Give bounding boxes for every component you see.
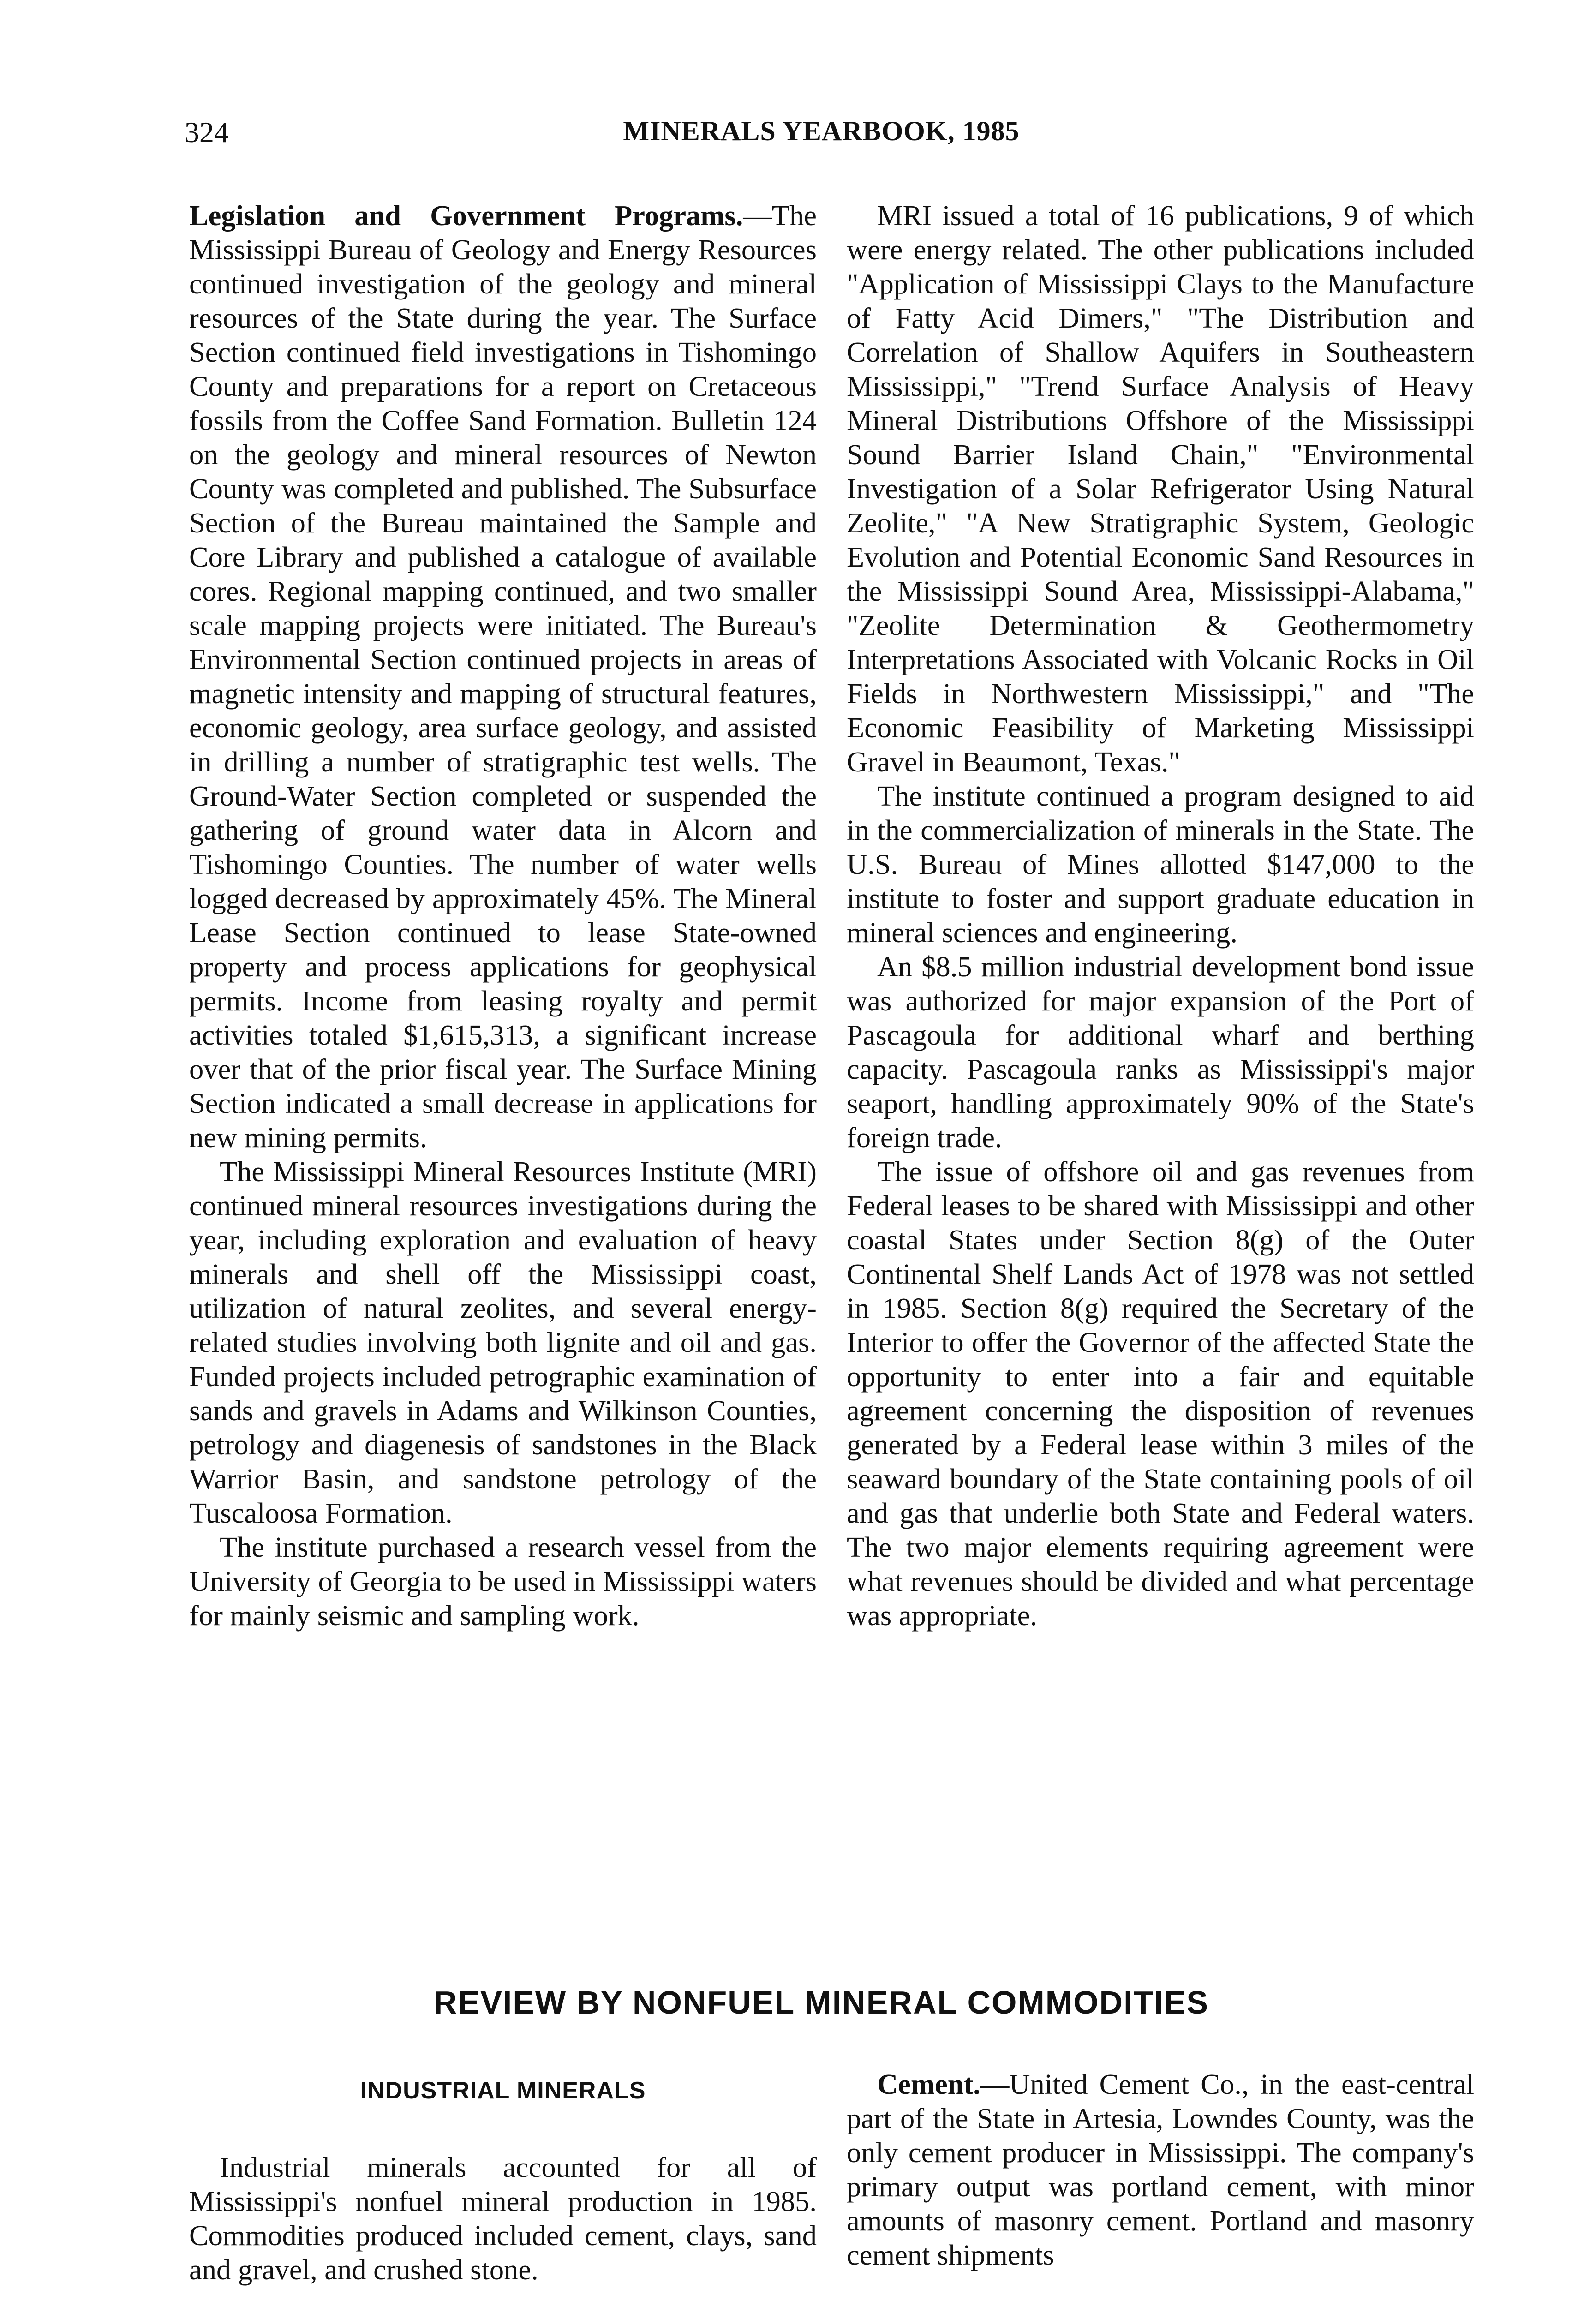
top-right-column xyxy=(847,198,1474,1632)
cement-paragraph xyxy=(847,2067,1474,2272)
industrial-minerals-paragraph: Industrial minerals accounted for all of Mississippi's nonfuel mineral production in 1985. Commodities produced included cement, clays, sand and gravel, and crushed stone. xyxy=(189,2151,817,2286)
legislation-paragraph xyxy=(189,198,817,1154)
cement-side-head: Cement. xyxy=(877,2068,980,2100)
mri-paragraph: The Mississippi Mineral Resources Institute (MRI) continued mineral resources investigations during the year, including exploration and evaluation of heavy minerals and shell off the Mississippi coast, utilization of natural zeolites, and several energy-related studies involving both lignite and oil and gas. Funded projects included petrographic examination of sands and gravels in Adams and Wilkinson Counties, petrology and diagenesis of sandstones in the Black Warrior Basin, and sandstone petrology of the Tuscaloosa Formation. xyxy=(189,1155,817,1529)
legislation-text: —The Mississippi Bureau of Geology and Energy Resources continued investigation of the geology and mineral resources of the State during the year. The Surface Section continued field investigations in Tishomingo County and preparations for a report on Cretaceous fossils from the Coffee Sand Formation. Bulletin 124 on the geology and mineral resources of Newton County was completed and published. The Subsurface Section of the Bureau maintained the Sample and Core Library and published a catalogue of available cores. Regional mapping continued, and two smaller scale mapping projects were initiated. The Bureau's Environmental Section continued projects in areas of magnetic intensity and mapping of structural features, economic geology, area surface geology, and assisted in drilling a number of stratigraphic test wells. The Ground-Water Section completed or suspended the gathering of ground water data in Alcorn and Tishomingo Counties. The number of water wells logged decreased by approximately 45%. The Mineral Lease Section continued to lease State-owned property and process applications for geophysical permits. Income from leasing royalty and permit activities totaled $1,615,313, a significant increase over that of the prior fiscal year. The Surface Mining Section indicated a small decrease in applications for new mining permits. xyxy=(189,199,817,1154)
bond-paragraph: An $8.5 million industrial development bond issue was authorized for major expansion of the Port of Pascagoula for additional wharf and berthing capacity. Pascagoula ranks as Mississippi's major seaport, handling approximately 90% of the State's foreign trade. xyxy=(847,950,1474,1154)
vessel-paragraph: The institute purchased a research vessel from the University of Georgia to be used in Mississippi waters for mainly seismic and sampling work. xyxy=(189,1531,817,1632)
bottom-left-column xyxy=(189,2067,817,2287)
legislation-side-head: Legislation and Government Programs. xyxy=(189,199,743,232)
bottom-right-column xyxy=(847,2067,1474,2272)
publications-paragraph: MRI issued a total of 16 publications, 9 of which were energy related. The other publications included "Application of Mississippi Clays to the Manufacture of Fatty Acid Dimers," "The Distribution and Correlation of Shallow Aquifers in Southeastern Mississippi," "Trend Surface Analysis of Heavy Mineral Distributions Offshore of the Mississippi Sound Barrier Island Chain," "Environmental Investigation of a Solar Refrigerator Using Natural Zeolite," "A New Stratigraphic System, Geologic Evolution and Potential Economic Sand Resources in the Mississippi Sound Area, Mississippi-Alabama," "Zeolite Determination & Geothermometry Interpretations Associated with Volcanic Rocks in Oil Fields in Northwestern Mississippi," and "The Economic Feasibility of Marketing Mississippi Gravel in Beaumont, Texas." xyxy=(847,199,1474,778)
running-title: MINERALS YEARBOOK, 1985 xyxy=(623,116,1020,146)
program-paragraph: The institute continued a program designed to aid in the commercialization of minerals in the State. The U.S. Bureau of Mines allotted $147,000 to the institute to foster and support graduate education in mineral sciences and engineering. xyxy=(847,780,1474,949)
top-left-column xyxy=(189,198,817,1632)
cement-text: —United Cement Co., in the east-central part of the State in Artesia, Lowndes County, was the only cement producer in Mississippi. The company's primary output was portland cement, with minor amounts of masonry cement. Portland and masonry cement shipments xyxy=(847,2068,1474,2271)
page-header xyxy=(185,115,1458,152)
industrial-minerals-subheading: INDUSTRIAL MINERALS xyxy=(360,2077,646,2104)
page-number: 324 xyxy=(185,116,229,149)
offshore-paragraph: The issue of offshore oil and gas revenues from Federal leases to be shared with Mississippi and other coastal States under Section 8(g) of the Outer Continental Shelf Lands Act of 1978 was not settled in 1985. Section 8(g) required the Secretary of the Interior to offer the Governor of the affected State the opportunity to enter into a fair and equitable agreement concerning the disposition of revenues generated by a Federal lease within 3 miles of the seaward boundary of the State containing pools of oil and gas that underlie both State and Federal waters. The two major elements requiring agreement were what revenues should be divided and what percentage was appropriate. xyxy=(847,1155,1474,1632)
review-section-heading: REVIEW BY NONFUEL MINERAL COMMODITIES xyxy=(433,1984,1209,2020)
